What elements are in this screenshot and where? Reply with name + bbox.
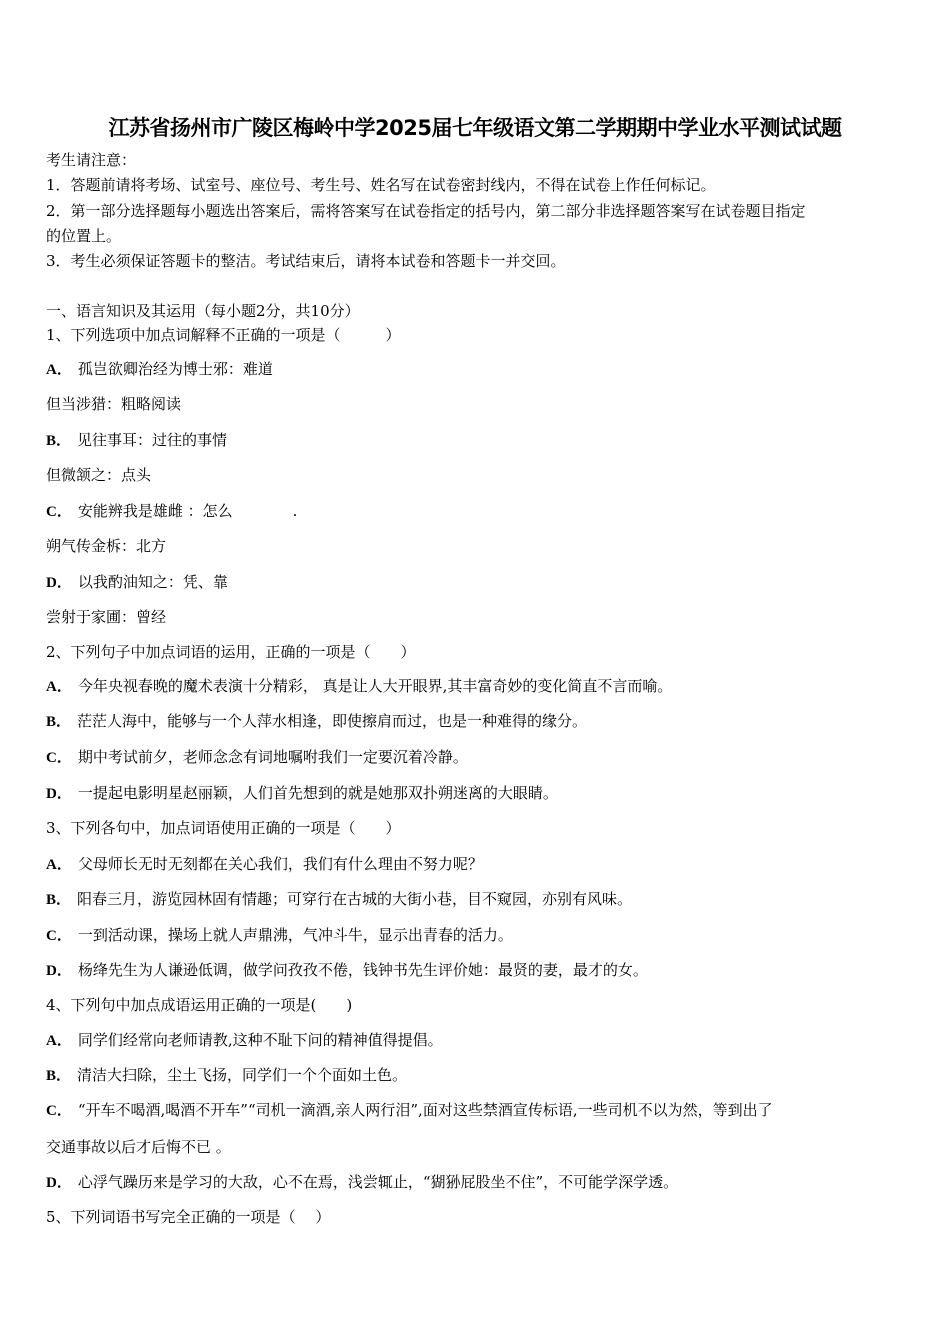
text-line — [46, 642, 416, 662]
line-text: 见往事耳：过往的事情 — [77, 431, 228, 449]
line-text: 一提起电影明星赵丽颖，人们首先想到的就是她那双扑朔迷离的大眼睛。 — [77, 784, 558, 802]
text-line — [46, 1100, 773, 1121]
option-label: B． — [46, 892, 72, 908]
option-label: B． — [46, 714, 72, 730]
line-text: 但微颔之：点头 — [46, 466, 152, 484]
text-line — [46, 995, 352, 1015]
line-text: 一、语言知识及其运用（每小题2分，共10分） — [46, 302, 360, 320]
line-text: “开车不喝酒,喝酒不开车”“司机一滴酒,亲人两行泪”,面对这些禁酒宣传标语,一些司机不以为然，等到出了 — [77, 1101, 773, 1119]
text-line — [46, 226, 121, 246]
text-line — [46, 1065, 407, 1086]
text-line — [46, 359, 273, 380]
line-text: 考生请注意： — [46, 151, 137, 169]
line-text: 尝射于家圃：曾经 — [46, 608, 167, 626]
line-text: 心浮气躁历来是学习的大敌，心不在焉，浅尝辄止，“猢狲屁股坐不住”，不可能学深学透。 — [77, 1173, 679, 1191]
option-label: A． — [46, 1033, 72, 1049]
text-line — [46, 251, 566, 271]
line-text: 3．考生必须保证答题卡的整洁。考试结束后，请将本试卷和答题卡一并交回。 — [46, 252, 566, 270]
line-text: 孤岂欲卿治经为博士邪：难道 — [77, 360, 273, 378]
line-text: 茫茫人海中，能够与一个人萍水相逢，即使擦肩而过，也是一种难得的缘分。 — [77, 712, 588, 730]
line-text: 2．第一部分选择题每小题选出答案后，需将答案写在试卷指定的括号内，第二部分非选择题答案写在试卷题目指定 — [46, 202, 806, 220]
option-label: D． — [46, 1175, 72, 1191]
text-line — [46, 430, 227, 451]
text-line — [46, 465, 151, 485]
option-label: C． — [46, 1103, 72, 1119]
option-label: D． — [46, 575, 72, 591]
line-text: 清洁大扫除，尘土飞扬，同学们一个个面如土色。 — [77, 1066, 408, 1084]
text-line — [46, 1207, 330, 1227]
text-line — [46, 960, 648, 981]
line-text: 1．答题前请将考场、试室号、座位号、考生号、姓名写在试卷密封线内，不得在试卷上作任何标记。 — [46, 176, 716, 194]
option-label: C． — [46, 928, 72, 944]
line-text: 期中考试前夕，老师念念有词地嘱咐我们一定要沉着冷静。 — [77, 748, 468, 766]
option-label: B． — [46, 433, 72, 449]
line-text: 交通事故以后才后悔不已 。 — [46, 1138, 231, 1156]
text-line — [46, 783, 558, 804]
line-text: 3、下列各句中，加点词语使用正确的一项是（ ） — [46, 819, 401, 837]
option-label: C． — [46, 504, 72, 520]
text-line — [46, 854, 483, 875]
option-label: D． — [46, 786, 72, 802]
line-text: 的位置上。 — [46, 227, 122, 245]
text-line — [46, 925, 513, 946]
line-text: 5、下列词语书写完全正确的一项是（ ） — [46, 1208, 331, 1226]
option-label: A． — [46, 857, 72, 873]
text-line — [46, 536, 166, 556]
text-line — [46, 711, 587, 732]
line-text: 安能辨我是雄雌 ：怎么 . — [77, 502, 298, 520]
text-line — [46, 150, 136, 170]
text-line — [46, 818, 401, 838]
text-line — [46, 1137, 231, 1157]
line-text: 朔气传金柝：北方 — [46, 537, 167, 555]
text-line — [46, 676, 672, 697]
line-text: 父母师长无时无刻都在关心我们，我们有什么理由不努力呢？ — [77, 855, 483, 873]
line-text: 同学们经常向老师请教,这种不耻下问的精神值得提倡。 — [77, 1031, 443, 1049]
text-line — [46, 1030, 443, 1051]
text-line — [46, 889, 632, 910]
text-line — [46, 201, 806, 221]
line-text: 但当涉猎：粗略阅读 — [46, 395, 182, 413]
text-line — [46, 325, 401, 345]
text-line — [46, 572, 228, 593]
option-label: D． — [46, 963, 72, 979]
line-text: 1、下列选项中加点词解释不正确的一项是（ ） — [46, 326, 401, 344]
line-text: 以我酌油知之：凭、靠 — [77, 573, 228, 591]
text-line — [46, 394, 181, 414]
line-text: 2、下列句子中加点词语的运用，正确的一项是（ ） — [46, 643, 416, 661]
line-text: 4、下列句中加点成语运用正确的一项是( ) — [46, 996, 353, 1014]
option-label: A． — [46, 679, 72, 695]
text-line — [46, 175, 716, 195]
option-label: A． — [46, 362, 72, 378]
line-text: 一到活动课，操场上就人声鼎沸，气冲斗牛，显示出青春的活力。 — [77, 926, 513, 944]
text-line — [46, 301, 360, 321]
line-text: 阳春三月，游览园林固有情趣；可穿行在古城的大街小巷，目不窥园，亦别有风味。 — [77, 890, 633, 908]
text-line — [46, 747, 468, 768]
option-label: B． — [46, 1068, 72, 1084]
option-label: C． — [46, 750, 72, 766]
document-title: 江苏省扬州市广陵区梅岭中学2025届七年级语文第二学期期中学业水平测试试题 — [108, 116, 842, 140]
text-line — [46, 1172, 678, 1193]
line-text: 今年央视春晚的魔术表演十分精彩， 真是让人大开眼界,其丰富奇妙的变化简直不言而喻。 — [77, 677, 673, 695]
line-text: 杨绛先生为人谦逊低调，做学问孜孜不倦，钱钟书先生评价她：最贤的妻，最才的女。 — [77, 961, 648, 979]
text-line — [46, 501, 297, 522]
text-line — [46, 607, 166, 627]
